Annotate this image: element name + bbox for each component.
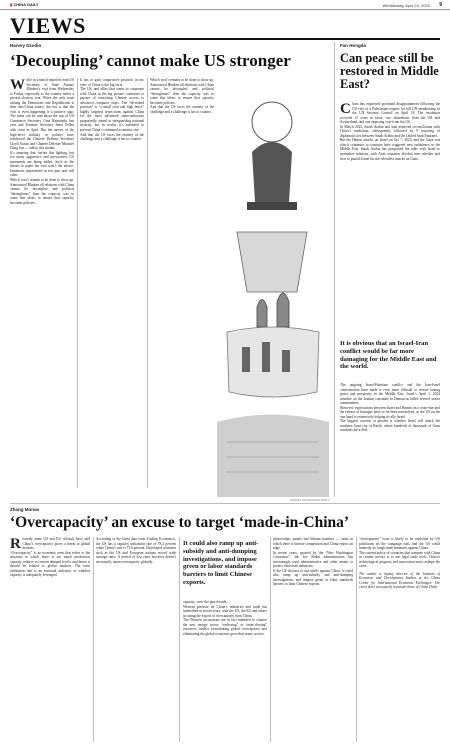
- column-divider: [179, 537, 180, 742]
- section-divider: [10, 503, 440, 504]
- article1-byline: Harvey Dzodin: [10, 43, 42, 48]
- article3-paragraph: The Western accusations are in fact intended to counter the new energy sector, “reshoring” or “near-shoring” resources, further exacerbating global overcapacity and eliminating the global economic growth in many sectors.: [183, 618, 267, 636]
- article1-paragraph: The US, and allies that wants to cooperate with China in the big picture, continues to partner of restricting Chinese access to advanced computer chips. The “de-risked position” is “a small yard and high fence” highly targeted restrictions against China for the most advanced semiconductors purportedly aimed at safeguarding national security, but in reality it’s intended to prevent China’s continued economic rise.: [80, 87, 144, 133]
- column-divider: [334, 42, 335, 497]
- article3-paragraph: According to the latest data from Trading Economics, the US has a capacity utilization rate of 78.2 percent while China’s rate is 73.6 percent. Developed countries such as the US and European nations record wide average rates. A period of low rates however doesn’t necessarily mean overcapacity globally.: [96, 537, 176, 564]
- article1-paragraph: And that the US faces the entirety of the challenge and a challenge it has to counter.: [80, 132, 144, 142]
- article3-column-1: [10, 537, 90, 742]
- article2-pullquote: It is obvious that an Israel-Iran conflict would be far more damaging for the Middle East and the world.: [340, 340, 437, 371]
- article3-paragraph: photovoltaic panels and lithium batteries — areas in which there is intense competition and China enjoys an edge.: [273, 537, 353, 551]
- article3-paragraph: In recent years, spurred by the “New Washington Consensus”, the Joe Biden administration has increasingly used administrative and other means to protect American industries.: [273, 550, 353, 569]
- section-rule: [10, 38, 440, 40]
- article2-headline: Can peace still be restored in Middle East?: [340, 51, 439, 92]
- article3-headline: ‘Overcapacity’ an excuse to target ‘made-in-China’: [10, 514, 350, 531]
- article3-paragraph: “Overcapacity” is an economic term that refers to the situation in which there is too much production capacity relative to current demand levels, and hence it should be related to global markets. The term utilization rate is an essential indicator of whether capacity is adequately leveraged.: [10, 550, 90, 578]
- section-title: VIEWS: [10, 13, 86, 38]
- article1-paragraph: It’s amazing that, before this lighting, but too many aggressive and provocative US statements are being added. Such as the threats to paper the vote won’t the advice. Intentions represented in ties past and still other.: [10, 150, 74, 178]
- article3-paragraph: capacity, view the past decade.: [183, 600, 228, 604]
- column-divider: [270, 537, 271, 742]
- article2-paragraph: hina has expressed profound disappointment following the US veto of a Palestinian request for full UN membership in the UN Security Council on April 18. The resolution received 12 votes in favor, two abstentions from the UK and Switzerland, and one opposing vote from the US.: [340, 102, 440, 125]
- article2-byline: Fan Hongda: [340, 43, 366, 48]
- column-divider: [77, 78, 78, 488]
- article1-column-2: [80, 78, 144, 488]
- article1-dropcap: W: [10, 78, 25, 93]
- paper-logo: ▮ CHINA DAILY: [10, 2, 39, 7]
- article2-column-1: [340, 102, 440, 334]
- article3-column-4: [273, 537, 353, 742]
- article3-byline: Zhang Monan: [10, 507, 40, 512]
- column-divider: [147, 78, 148, 488]
- article2-paragraph: But the Hamas attacks on Israel on Oct 7, 2023, and the Gaza war which continues to continue have triggered new turbulence in the Middle East. Saudi Arabia has postponed the talks with Israel to normalize relations, with Arab countries divided over whether and how to punish Israel for the relentless attacks on Gaza.: [340, 138, 440, 161]
- illustration-credit: ZHONG JINYE/CHINA DAILY: [290, 498, 330, 502]
- article1-headline: ‘Decoupling’ cannot make US stronger: [10, 51, 291, 70]
- article2-column-2: [340, 383, 440, 497]
- article3-paragraph: Western pressure on China’s industries and trade has intensified in recent years, with the US, the EU and others accusing the export of overcapacity from China.: [183, 604, 267, 618]
- article3-pullquote: It could also ramp up anti-subsidy and anti-dumping investigations, and impose green or labor standards barriers to limit Chinese exports.: [183, 540, 259, 586]
- article3-paragraph: ecently some US and EU officials have said China’s overcapacity poses a threat to global markets.: [22, 537, 90, 551]
- page-number: 9: [439, 1, 442, 8]
- article1-column-1: [10, 78, 74, 488]
- illustration-chess: [217, 92, 329, 497]
- article2-dropcap: C: [340, 102, 351, 117]
- article3-paragraph: The current policy of countries that compete with China in certain sectors is to use legal trade tools. China’s technological progress and innovation must reshape the cases.: [359, 550, 440, 569]
- article1-paragraph: Which won’t remain to be done to show up. Announced Blinken all relations with China cannot be decoupled and political “throughouts” then the capacity was to come this ideas, to ensure that capacity becomes policies.: [10, 178, 74, 205]
- article3-paragraph: “overcapacity” issue is likely to be exploited by US politicians on the campaign trail, and the US could intensify its tough trade measures against China.: [359, 537, 440, 551]
- article2-paragraph: However, expectations between Israel and Hamas on a cease-fire and the release of hostages have so far been unresolved, as the US on the one hand is extensively helping its ally Israel.: [340, 405, 440, 419]
- article3-column-3: [183, 600, 267, 742]
- column-divider: [93, 537, 94, 742]
- article1-paragraph: hile in a match reported from US Secretary of State Antony Blinken’s visit from Wednesday to Friday, especially as the country enters a pivotal election year. When the only issue uniting the Democrats and Republicans is their anti-China stance, the fact is that the visit is even happening is a positive sign. The same can be said about the trip of US Commerce Secretary Gina Raimondo last year and Treasury Secretary Janet Yellen who went in April. But the moves of the high-level military in politics have reinforced the Chinese Defense Secretary Lloyd Austin and Chinese Defense Minister Dong Jun — add to this month.: [10, 78, 74, 151]
- article3-column-2: [96, 537, 176, 742]
- article1-paragraph: It has to gain competitive position’ in my view of China is the big facts.: [80, 78, 144, 87]
- article1-column-3: [150, 78, 214, 488]
- column-divider: [356, 537, 357, 742]
- article3-column-5: [359, 537, 440, 742]
- issue-date: Wednesday, April 24, 2024: [382, 2, 430, 8]
- article2-paragraph: In March 2023, Saudi Arabia and Iran achieved reconciliation with China’s mediation, subsequently followed by 9 restoring of diplomatic ties between Saudi Arabia and the United Arab Emirates.: [340, 124, 440, 138]
- article1-paragraph: And that the US faces the entirety of the challenge and a challenge it has to counter.: [150, 105, 214, 114]
- article2-paragraph: The biggest concern at present is whether Israel will attack the southern Gaza city of Rafah, where hundreds of thousands of Gaza residents have fled.: [340, 419, 440, 433]
- article2-paragraph: The ongoing Israel-Palestine conflict and the Iran-Israel confrontation have made it even more difficult to restore lasting peace and prosperity in the Middle East. Israel’s April 1, 2024 airstrike on the Iranian consulate in Damascus killed several senior commanders.: [340, 383, 440, 406]
- masthead-bar: [0, 0, 450, 10]
- article3-paragraph: If the US chooses to use tariffs against China, it could also ramp up anti-subsidy and anti-dumping investigations, and impose green or labor standards barriers to limit Chinese exports.: [273, 568, 353, 587]
- article3-author-bio: The author is deputy director of the Institute of Economic and Development Studies at the China Center for International Economic Exchanges. The views don’t necessarily represent those of China Daily.: [359, 571, 440, 590]
- article1-paragraph: Which won’t remain to be done to show up. Announced Blinken all relations with China cannot be decoupled and political “throughouts” then the capacity was to come this ideas, to ensure that capacity becomes policies.: [150, 78, 214, 105]
- article3-dropcap: R: [10, 537, 21, 552]
